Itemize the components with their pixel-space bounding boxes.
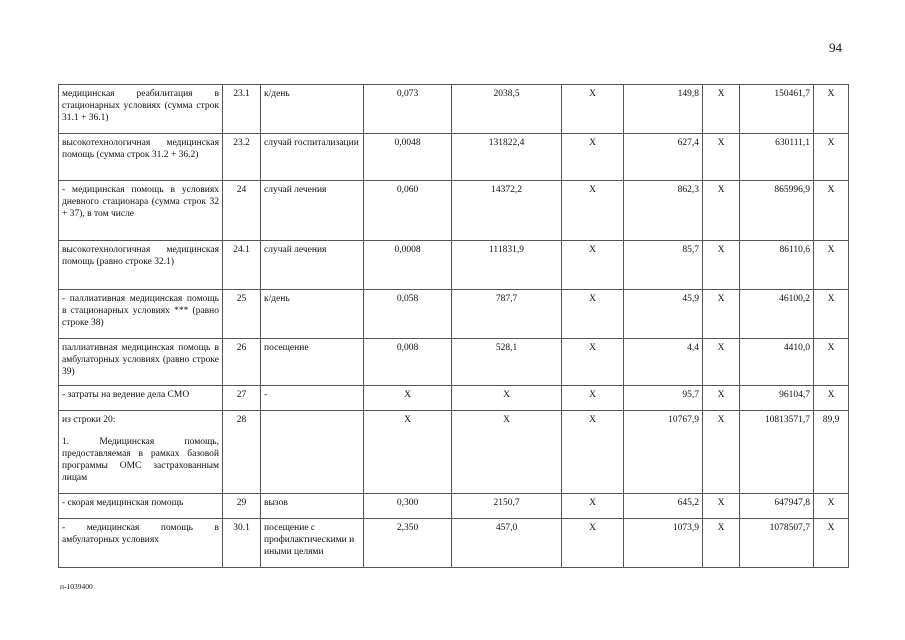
budget-total-cell: X [703,339,740,386]
indicator-name-cell [59,290,223,339]
oms-per-capita-cell: 645,2 [624,494,703,519]
row-code-cell: 23.1 [223,85,261,134]
unit-cost-cell: 14372,2 [452,181,562,241]
row-code-cell: 24 [223,181,261,241]
page-number: 94 [829,40,842,55]
table-row [59,411,849,494]
volume-cell: 0,0048 [364,134,452,181]
budget-total-cell: X [703,134,740,181]
indicator-name: - медицинская помощь в амбулаторных условиях [62,523,219,545]
budget-per-capita-cell: X [562,290,624,339]
oms-total-cell: 630111,1 [740,134,814,181]
oms-total-cell: 10813571,7 [740,411,814,494]
percent-cell: X [814,386,849,411]
oms-per-capita-cell: 10767,9 [624,411,703,494]
table-row [59,290,849,339]
row-code-cell: 24.1 [223,241,261,290]
row-code-cell: 25 [223,290,261,339]
volume-cell: 0,060 [364,181,452,241]
row-code-cell: 28 [223,411,261,494]
indicator-name-cell [59,241,223,290]
budget-total-cell: X [703,290,740,339]
indicator-name: - паллиативная медицинская помощь в стационарных условиях *** (равно строке 38) [62,294,219,328]
unit-cell: - [261,386,364,411]
unit-cost-cell: 131822,4 [452,134,562,181]
percent-cell: X [814,290,849,339]
oms-total-cell: 96104,7 [740,386,814,411]
percent-cell: X [814,181,849,241]
indicator-name-cell [59,411,223,494]
budget-per-capita-cell: X [562,181,624,241]
percent-cell: X [814,85,849,134]
oms-total-cell: 150461,7 [740,85,814,134]
volume-cell: 0,008 [364,339,452,386]
budget-per-capita-cell: X [562,519,624,568]
budget-total-cell: X [703,519,740,568]
indicator-name-cell [59,85,223,134]
table-row [59,386,849,411]
table-row [59,85,849,134]
percent-cell: X [814,494,849,519]
unit-cell: вызов [261,494,364,519]
oms-total-cell: 1078507,7 [740,519,814,568]
unit-cost-cell: 457,0 [452,519,562,568]
oms-total-cell: 647947,8 [740,494,814,519]
indicator-name-cell [59,181,223,241]
unit-cell: посещение с профилактическими и иными целями [261,519,364,568]
unit-cost-cell: 787,7 [452,290,562,339]
unit-cell: случай лечения [261,241,364,290]
budget-total-cell: X [703,411,740,494]
row-code-cell: 29 [223,494,261,519]
unit-cost-cell: X [452,386,562,411]
indicator-name-cell [59,494,223,519]
oms-per-capita-cell: 85,7 [624,241,703,290]
oms-total-cell: 865996,9 [740,181,814,241]
indicator-name-cell [59,386,223,411]
indicator-name: - скорая медицинская помощь [62,498,184,508]
table-row [59,494,849,519]
indicator-name: высокотехнологичная медицинская помощь (сумма строк 31.2 + 36.2) [62,138,219,160]
unit-cell [261,411,364,494]
row-code-cell: 23.2 [223,134,261,181]
indicator-name: медицинская реабилитация в стационарных условиях (сумма строк 31.1 + 36.1) [62,89,219,123]
table-row [59,241,849,290]
row-code-cell: 26 [223,339,261,386]
oms-total-cell: 46100,2 [740,290,814,339]
oms-per-capita-cell: 149,8 [624,85,703,134]
table-row [59,181,849,241]
row-code-cell: 30.1 [223,519,261,568]
oms-total-cell: 4410,0 [740,339,814,386]
budget-total-cell: X [703,181,740,241]
footer-code: п-1039400 [60,582,93,591]
percent-cell: X [814,339,849,386]
budget-total-cell: X [703,241,740,290]
budget-per-capita-cell: X [562,339,624,386]
percent-cell: X [814,134,849,181]
unit-cost-cell: 2038,5 [452,85,562,134]
volume-cell: 0,058 [364,290,452,339]
volume-cell: 2,350 [364,519,452,568]
budget-per-capita-cell: X [562,411,624,494]
budget-total-cell: X [703,386,740,411]
percent-cell: X [814,519,849,568]
budget-total-cell: X [703,494,740,519]
table-row [59,519,849,568]
volume-cell: 0,073 [364,85,452,134]
unit-cost-cell: X [452,411,562,494]
percent-cell: 89,9 [814,411,849,494]
budget-per-capita-cell: X [562,494,624,519]
oms-per-capita-cell: 862,3 [624,181,703,241]
unit-cell: к/день [261,290,364,339]
volume-cell: X [364,386,452,411]
unit-cell: случай лечения [261,181,364,241]
unit-cost-cell: 111831,9 [452,241,562,290]
unit-cost-cell: 528,1 [452,339,562,386]
oms-per-capita-cell: 45,9 [624,290,703,339]
oms-per-capita-cell: 95,7 [624,386,703,411]
budget-per-capita-cell: X [562,386,624,411]
indicator-name-cell [59,134,223,181]
indicator-name: из строки 20: [62,415,116,425]
data-table [58,84,849,568]
budget-total-cell: X [703,85,740,134]
percent-cell: X [814,241,849,290]
indicator-subname: 1. Медицинская помощь, предоставляемая в рамках базовой программы ОМС застрахованным лицам [62,436,219,483]
oms-per-capita-cell: 4,4 [624,339,703,386]
oms-per-capita-cell: 627,4 [624,134,703,181]
unit-cell: к/день [261,85,364,134]
oms-total-cell: 86110,6 [740,241,814,290]
volume-cell: 0,300 [364,494,452,519]
indicator-name: - затраты на ведение дела СМО [62,390,190,400]
oms-per-capita-cell: 1073,9 [624,519,703,568]
row-code-cell: 27 [223,386,261,411]
unit-cell: посещение [261,339,364,386]
unit-cost-cell: 2150,7 [452,494,562,519]
indicator-name: высокотехнологичная медицинская помощь (равно строке 32.1) [62,245,219,267]
indicator-name: - медицинская помощь в условиях дневного стационара (сумма строк 32 + 37), в том числе [62,185,219,219]
budget-per-capita-cell: X [562,85,624,134]
volume-cell: 0,0008 [364,241,452,290]
unit-cell: случай госпитализации [261,134,364,181]
budget-per-capita-cell: X [562,241,624,290]
table-row [59,134,849,181]
indicator-name: паллиативная медицинская помощь в амбулаторных условиях (равно строке 39) [62,343,219,377]
indicator-name-cell [59,339,223,386]
indicator-name-cell [59,519,223,568]
budget-per-capita-cell: X [562,134,624,181]
volume-cell: X [364,411,452,494]
table-row [59,339,849,386]
